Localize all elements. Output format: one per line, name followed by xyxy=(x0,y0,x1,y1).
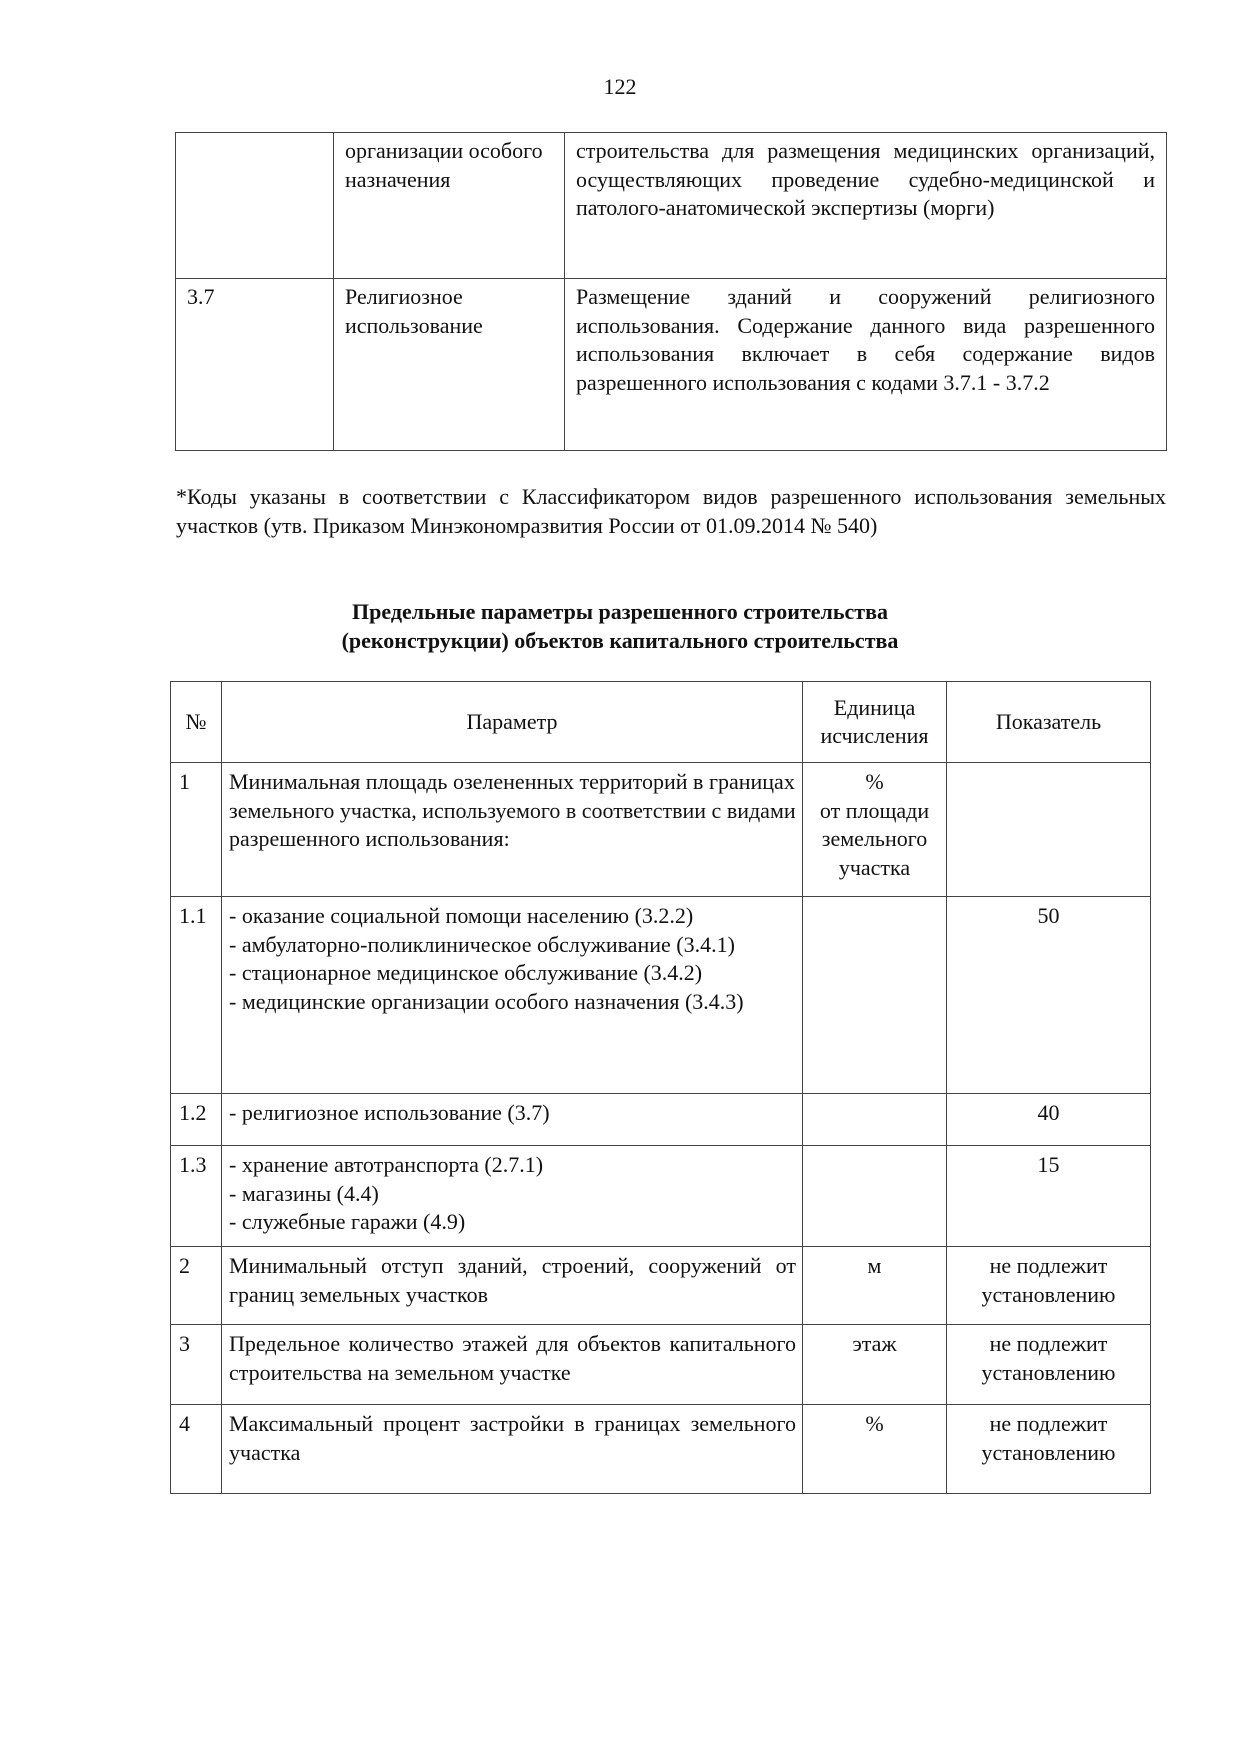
table-header-row xyxy=(171,682,1151,763)
row-parameter: Максимальный процент застройки в границах земельного участка xyxy=(222,1405,803,1494)
header-value: Показатель xyxy=(947,682,1151,763)
parameter-line: - магазины (4.4) xyxy=(229,1180,379,1206)
use-code-cell xyxy=(176,133,334,279)
header-unit xyxy=(803,682,947,763)
row-parameter xyxy=(222,1094,803,1146)
land-use-types-table xyxy=(175,132,1167,451)
row-parameter: Предельное количество этажей для объектов капитального строительства на земельном участке xyxy=(222,1325,803,1405)
row-number: 1 xyxy=(171,763,222,897)
row-number: 1.1 xyxy=(171,897,222,1094)
parameter-line: - служебные гаражи (4.9) xyxy=(229,1209,466,1234)
row-unit xyxy=(803,763,947,897)
row-unit xyxy=(803,1146,947,1247)
row-number: 2 xyxy=(171,1247,222,1325)
table-row xyxy=(171,1146,1151,1247)
use-description-cell: строительства для размещения медицинских организаций, осуществляющих проведение судебно-медицинской и патолого-анатомической экспертизы (морги) xyxy=(565,133,1167,279)
parameter-line: - оказание социальной помощи населению (3.2.2) xyxy=(229,903,694,928)
row-unit: м xyxy=(803,1247,947,1325)
row-value: 50 xyxy=(947,897,1151,1094)
unit-line: % xyxy=(865,769,884,794)
row-parameter xyxy=(222,1146,803,1247)
section-title-line-2: (реконструкции) объектов капитального строительства xyxy=(341,628,899,653)
construction-parameters-table xyxy=(170,681,1151,1494)
use-code-cell: 3.7 xyxy=(176,279,334,451)
use-name-cell: организации особого назначения xyxy=(334,133,565,279)
parameter-line: - религиозное использование (3.7) xyxy=(229,1100,550,1125)
unit-line: участка xyxy=(838,854,911,880)
row-value: не подлежит установлению xyxy=(947,1405,1151,1494)
row-unit xyxy=(803,1094,947,1146)
row-value: 15 xyxy=(947,1146,1151,1247)
row-number: 3 xyxy=(171,1325,222,1405)
row-value: не подлежит установлению xyxy=(947,1247,1151,1325)
header-no: № xyxy=(171,682,222,763)
row-unit xyxy=(803,897,947,1094)
row-number: 4 xyxy=(171,1405,222,1494)
header-unit-line-1: Единица xyxy=(833,694,916,720)
page-number: 122 xyxy=(603,74,637,99)
table-row xyxy=(171,1325,1151,1405)
table-row xyxy=(171,1405,1151,1494)
row-parameter xyxy=(222,897,803,1094)
row-number: 1.2 xyxy=(171,1094,222,1146)
use-description-cell: Размещение зданий и сооружений религиозного использования. Содержание данного вида разрешенного использования включает в себя содержание видов разрешенного использования с кодами 3.7.1 - 3.7.2 xyxy=(565,279,1167,451)
row-value xyxy=(947,763,1151,897)
header-parameter: Параметр xyxy=(222,682,803,763)
row-value: 40 xyxy=(947,1094,1151,1146)
table-row xyxy=(171,1094,1151,1146)
table-row xyxy=(171,897,1151,1094)
section-title-line-1: Предельные параметры разрешенного строительства xyxy=(352,599,888,624)
table-row xyxy=(171,1247,1151,1325)
row-value: не подлежит установлению xyxy=(947,1325,1151,1405)
header-unit-line-2: исчисления xyxy=(820,723,929,748)
row-parameter: Минимальный отступ зданий, строений, сооружений от границ земельных участков xyxy=(222,1247,803,1325)
row-parameter: Минимальная площадь озелененных территорий в границах земельного участка, используемого в соответствии с видами разрешенного использования: xyxy=(222,763,803,897)
section-title xyxy=(0,597,1240,655)
parameter-line: - хранение автотранспорта (2.7.1) xyxy=(229,1152,544,1177)
table-row xyxy=(176,279,1167,451)
footnote: *Коды указаны в соответствии с Классификатором видов разрешенного использования земельных участков (утв. Приказом Минэкономразвития России от 01.09.2014 № 540) xyxy=(176,484,1166,538)
row-unit: этаж xyxy=(803,1325,947,1405)
table-row xyxy=(171,763,1151,897)
table-row xyxy=(176,133,1167,279)
parameter-line: - амбулаторно-поликлиническое обслуживание (3.4.1) xyxy=(229,931,735,957)
use-name-cell: Религиозное использование xyxy=(334,279,565,451)
row-number: 1.3 xyxy=(171,1146,222,1247)
unit-line: земельного xyxy=(821,826,928,851)
parameter-line: - стационарное медицинское обслуживание (3.4.2) xyxy=(229,960,703,985)
parameter-line: - медицинские организации особого назначения (3.4.3) xyxy=(229,988,744,1014)
row-unit: % xyxy=(803,1405,947,1494)
unit-line: от площади xyxy=(819,797,930,823)
